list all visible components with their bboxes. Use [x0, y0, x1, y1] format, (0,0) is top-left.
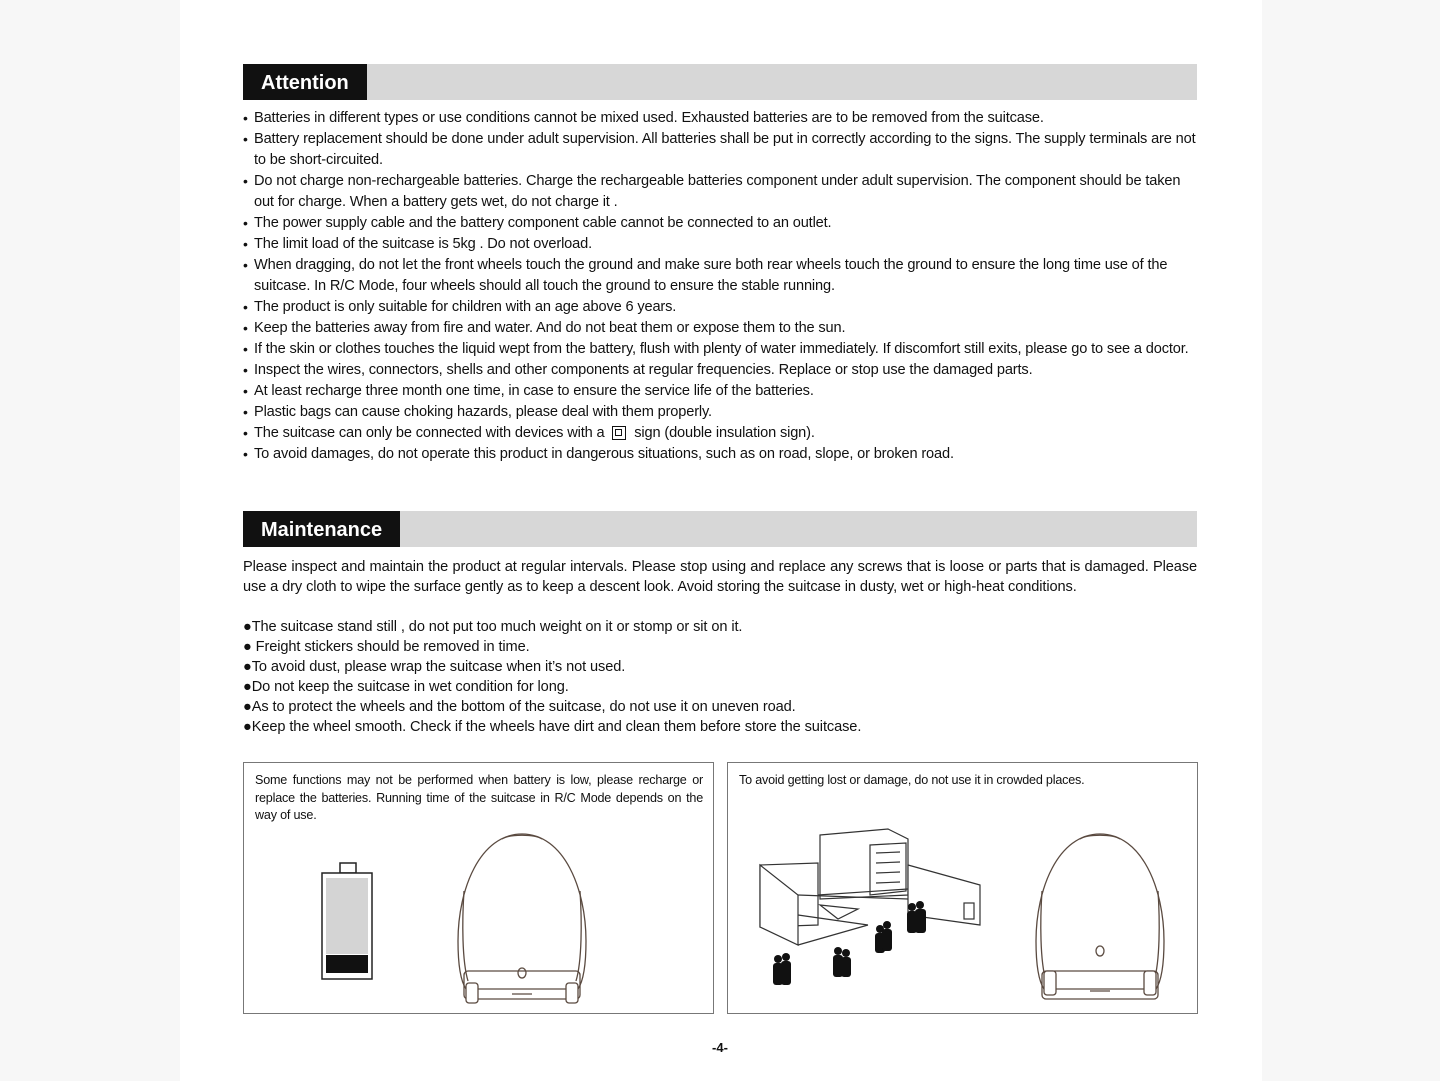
double-insulation-icon: [612, 426, 626, 440]
attention-list: [243, 108, 1203, 465]
crowded-city-illustration: [758, 825, 990, 1001]
attention-header-bar: [243, 64, 1197, 100]
attention-item: • Keep the batteries away from fire and water. And do not beat them or expose them to the sun.: [243, 318, 1203, 339]
attention-item: • The limit load of the suitcase is 5kg . Do not overload.: [243, 234, 1203, 255]
suitcase-illustration: [452, 831, 592, 1007]
insulation-text-after: sign (double insulation sign).: [634, 425, 815, 441]
attention-item: • If the skin or clothes touches the liquid wept from the battery, flush with plenty of water immediately. If discomfort still exits, please go to see a doctor.: [243, 339, 1203, 360]
maintenance-item: ●Keep the wheel smooth. Check if the wheels have dirt and clean them before store the suitcase.: [243, 719, 862, 735]
page-number: -4-: [712, 1040, 728, 1055]
attention-item: • Do not charge non-rechargeable batteries. Charge the rechargeable batteries component under adult supervision. The component should be taken out for charge. When a battery gets wet, do not charge it .: [243, 171, 1203, 213]
attention-item: • Batteries in different types or use conditions cannot be mixed used. Exhausted batteries are to be removed from the suitcase.: [243, 108, 1203, 129]
low-battery-icon: [320, 861, 376, 983]
attention-item: • At least recharge three month one time, in case to ensure the service life of the batteries.: [243, 381, 1203, 402]
attention-item: • When dragging, do not let the front wheels touch the ground and make sure both rear wheels touch the ground to ensure the long time use of the suitcase. In R/C Mode, four wheels should all touch the ground to ensure the stable running.: [243, 255, 1203, 297]
maintenance-item: ●Do not keep the suitcase in wet condition for long.: [243, 679, 569, 695]
suitcase-illustration: [1030, 831, 1170, 1007]
maintenance-intro: Please inspect and maintain the product at regular intervals. Please stop using and replace any screws that is loose or parts that is damaged. Please use a dry cloth to wipe the surface gently as to keep a descent look. Avoid storing the suitcase in dusty, wet or high-heat conditions.: [243, 559, 1197, 595]
maintenance-list: [243, 617, 1203, 737]
maintenance-title: Maintenance: [243, 511, 400, 547]
crowded-places-panel: [727, 762, 1198, 1014]
maintenance-item: ●The suitcase stand still , do not put too much weight on it or stomp or sit on it.: [243, 619, 743, 635]
maintenance-header-bar: [243, 511, 1197, 547]
attention-item: • Battery replacement should be done under adult supervision. All batteries shall be put in correctly according to the signs. The supply terminals are not to be short-circuited.: [243, 129, 1203, 171]
attention-item-insulation: [243, 423, 1203, 444]
attention-item: • Inspect the wires, connectors, shells and other components at regular frequencies. Replace or stop use the damaged parts.: [243, 360, 1203, 381]
insulation-text-before: The suitcase can only be connected with devices with a: [254, 425, 605, 441]
maintenance-item: ●As to protect the wheels and the bottom of the suitcase, do not use it on uneven road.: [243, 699, 796, 715]
low-battery-note: Some functions may not be performed when battery is low, please recharge or replace the batteries. Running time of the suitcase in R/C Mode depends on the way of use.: [255, 773, 703, 822]
attention-item: • The power supply cable and the battery component cable cannot be connected to an outlet.: [243, 213, 1203, 234]
low-battery-panel: [243, 762, 714, 1014]
attention-item: • Plastic bags can cause choking hazards, please deal with them properly.: [243, 402, 1203, 423]
attention-item: • The product is only suitable for children with an age above 6 years.: [243, 297, 1203, 318]
crowded-places-note: To avoid getting lost or damage, do not use it in crowded places.: [739, 773, 1085, 787]
maintenance-item: ●To avoid dust, please wrap the suitcase when it’s not used.: [243, 659, 626, 675]
attention-title: Attention: [243, 64, 367, 100]
attention-item: • To avoid damages, do not operate this product in dangerous situations, such as on road, slope, or broken road.: [243, 444, 1203, 465]
maintenance-item: ● Freight stickers should be removed in time.: [243, 639, 530, 655]
